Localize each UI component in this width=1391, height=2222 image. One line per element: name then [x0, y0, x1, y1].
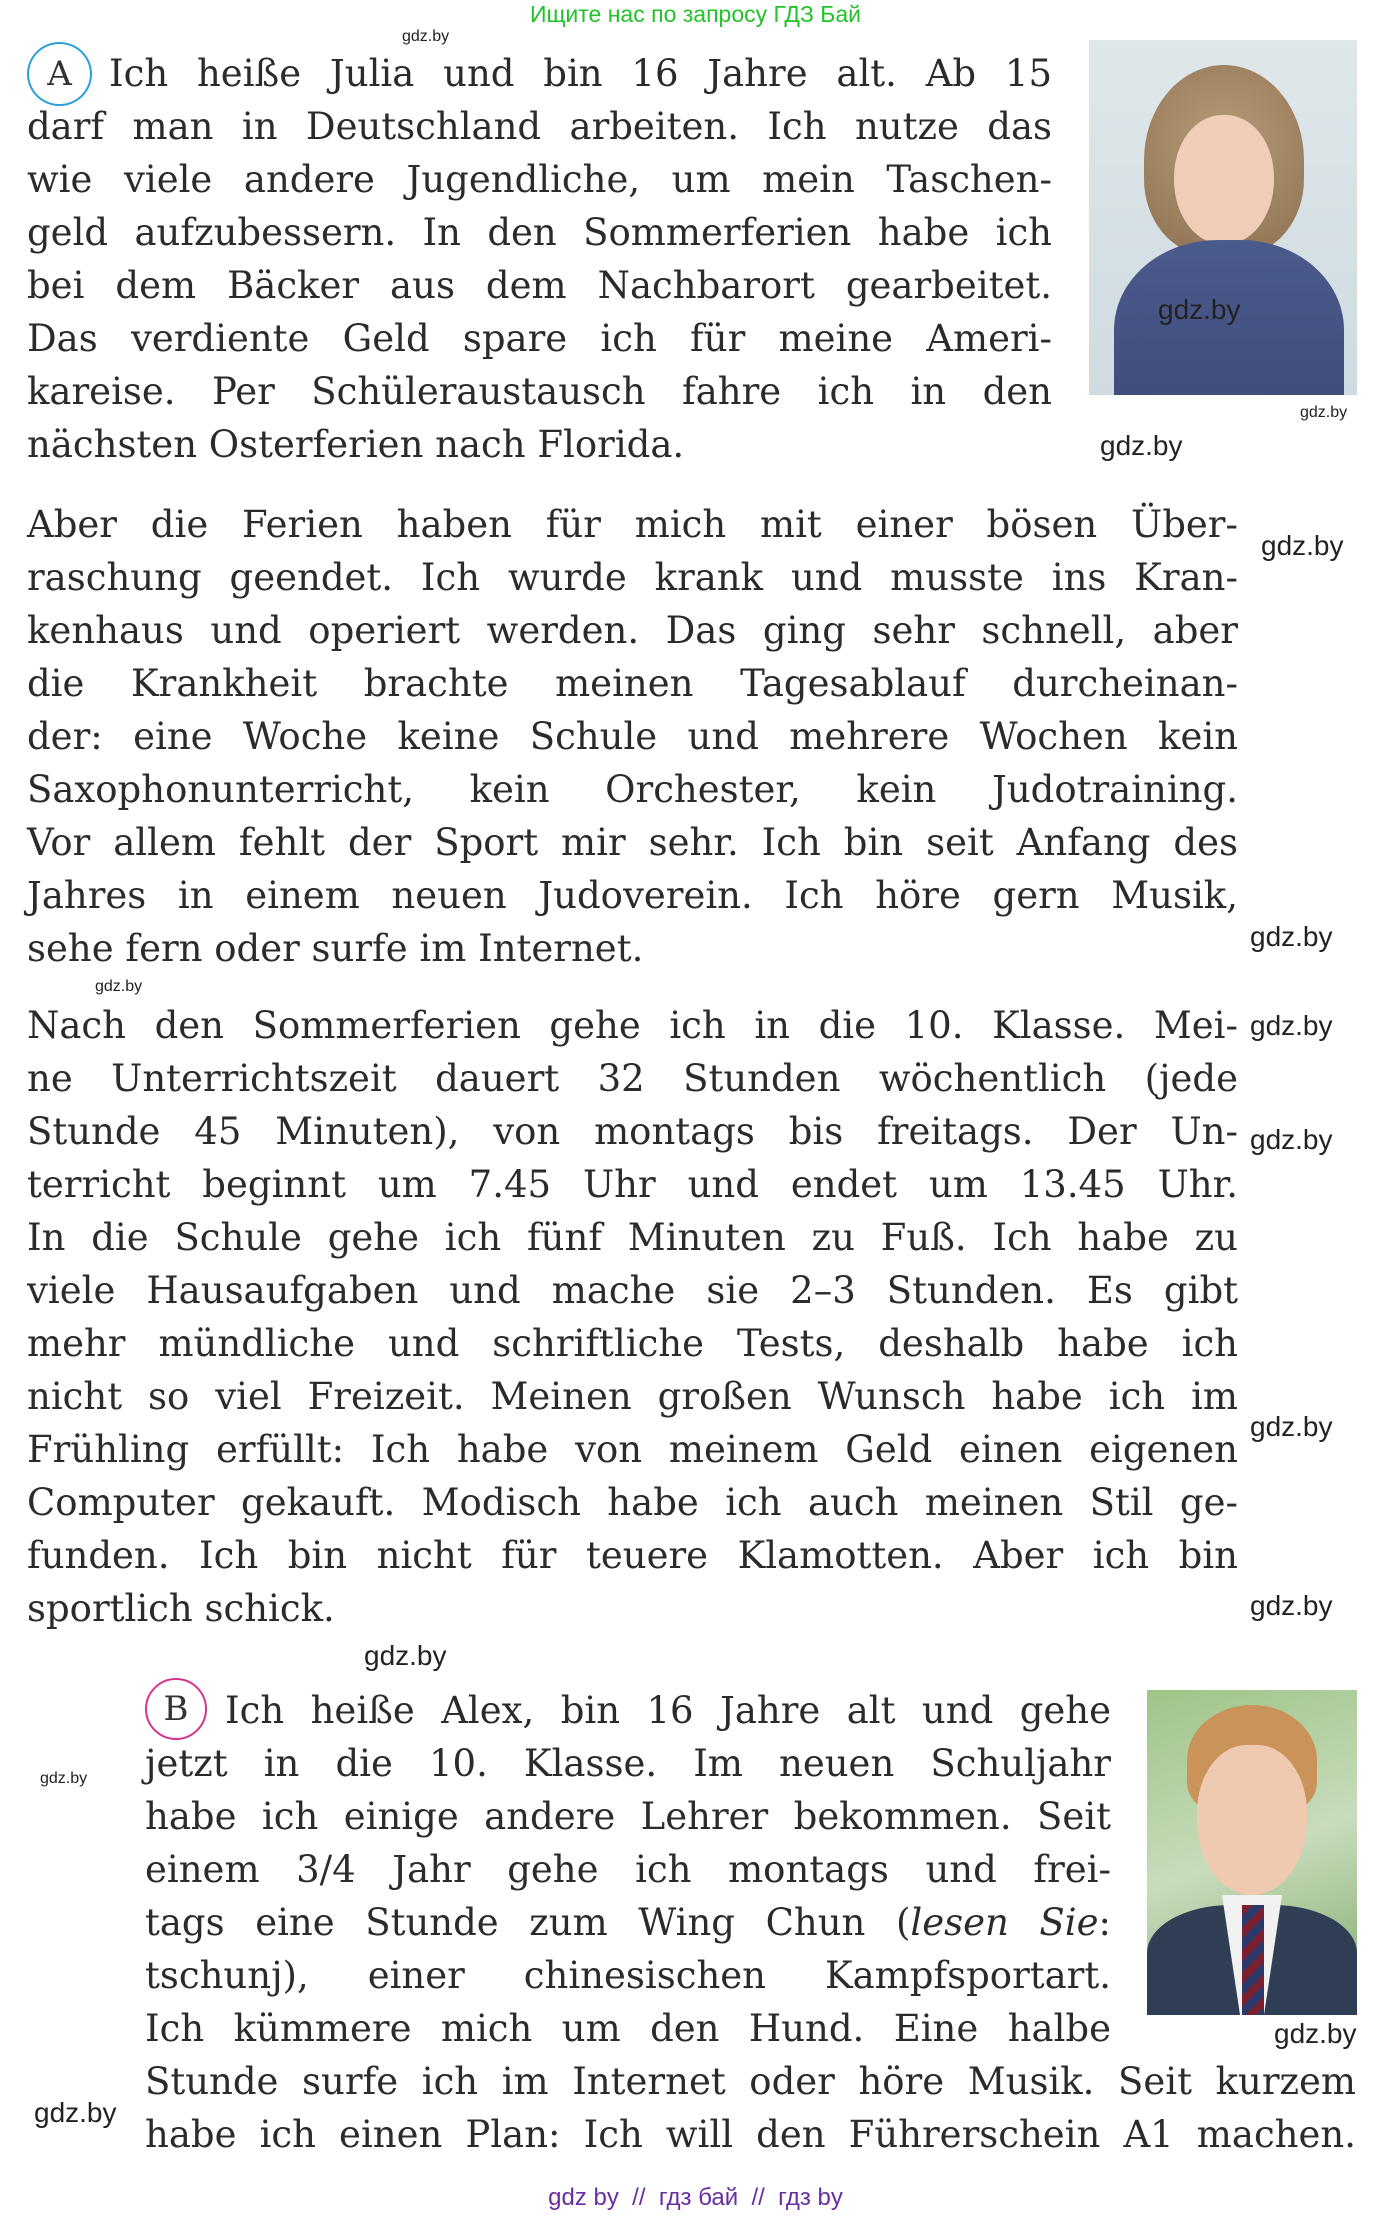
text-line: Nach den Sommerferien gehe ich in die 10. Klasse. Mei- [27, 1004, 1238, 1047]
watermark: gdz.by [1274, 2018, 1357, 2049]
text-line: ne Unterrichtszeit dauert 32 Stunden wöchentlich (jede [27, 1057, 1238, 1100]
text-line: terricht beginnt um 7.45 Uhr und endet um 13.45 Uhr. [27, 1163, 1238, 1206]
promo-banner[interactable]: Ищите нас по запросу ГДЗ Бай [529, 1, 862, 27]
text-line: sehe fern oder surfe im Internet. [27, 927, 644, 970]
text-line: Frühling erfüllt: Ich habe von meinem Geld einen eigenen [27, 1428, 1238, 1471]
text-line: bei dem Bäcker aus dem Nachbarort gearbeitet. [27, 264, 1052, 307]
watermark: gdz.by [1250, 1124, 1333, 1155]
text-line: jetzt in die 10. Klasse. Im neuen Schuljahr [145, 1742, 1111, 1785]
watermark: gdz.by [364, 1640, 447, 1671]
text-line: viele Hausaufgaben und mache sie 2–3 Stunden. Es gibt [27, 1269, 1238, 1312]
section-b-text [145, 1684, 1111, 2055]
text-line: kareise. Per Schüleraustausch fahre ich in den [27, 370, 1052, 413]
text-line: Stunde surfe ich im Internet oder höre Musik. Seit kurzem [145, 2060, 1356, 2103]
text-line: nächsten Osterferien nach Florida. [27, 423, 685, 466]
face [1197, 1745, 1307, 1895]
text-line: habe ich einen Plan: Ich will den Führerschein A1 machen. [145, 2113, 1356, 2156]
text-line: funden. Ich bin nicht für teuere Klamotten. Aber ich bin [27, 1534, 1238, 1577]
watermark: gdz.by [402, 28, 450, 45]
watermark: gdz.by [1250, 1010, 1333, 1041]
text-line: Vor allem fehlt der Sport mir sehr. Ich bin seit Anfang des [27, 821, 1238, 864]
section-a-intro [27, 47, 1052, 471]
text-line: raschung geendet. Ich wurde krank und musste ins Kran- [27, 556, 1238, 599]
watermark: gdz.by [1250, 1590, 1333, 1621]
text-line: habe ich einige andere Lehrer bekommen. Seit [145, 1795, 1111, 1838]
text-line: In die Schule gehe ich fünf Minuten zu Fuß. Ich habe zu [27, 1216, 1238, 1259]
watermark: gdz.by [1300, 404, 1348, 421]
text-line: Saxophonunterricht, kein Orchester, kein Judotraining. [27, 768, 1238, 811]
section-b-badge: B [145, 1678, 207, 1740]
text-line: einem 3/4 Jahr gehe ich montags und frei- [145, 1848, 1111, 1891]
text-line: die Krankheit brachte meinen Tagesablauf durcheinan- [27, 662, 1238, 705]
text-line: nicht so viel Freizeit. Meinen großen Wunsch habe ich im [27, 1375, 1238, 1418]
photo-julia [1089, 40, 1357, 395]
watermark: gdz.by [34, 2097, 117, 2128]
text-line: kenhaus und operiert werden. Das ging sehr schnell, aber [27, 609, 1238, 652]
text-line: wie viele andere Jugendliche, um mein Taschen- [27, 158, 1052, 201]
text-segment: : [1098, 1901, 1111, 1944]
text-line: Das verdiente Geld spare ich für meine Ameri- [27, 317, 1052, 360]
text-segment: tags eine Stunde zum Wing Chun ( [145, 1901, 911, 1944]
section-a-badge: A [27, 42, 92, 106]
footer-links[interactable]: gdz by // гдз бай // гдз by [548, 2184, 843, 2211]
text-line: darf man in Deutschland arbeiten. Ich nutze das [27, 105, 1052, 148]
text-line: der: eine Woche keine Schule und mehrere Wochen kein [27, 715, 1238, 758]
watermark: gdz.by [1261, 530, 1344, 561]
text-line: Aber die Ferien haben für mich mit einer bösen Über- [27, 503, 1238, 546]
watermark: gdz.by [1158, 294, 1241, 325]
text-line: Ich heiße Alex, bin 16 Jahre alt und gehe [225, 1689, 1111, 1732]
text-line: mehr mündliche und schriftliche Tests, deshalb habe ich [27, 1322, 1238, 1365]
text-line [145, 1896, 1111, 1949]
text-line: Jahres in einem neuen Judoverein. Ich höre gern Musik, [27, 874, 1238, 917]
section-b-text-wide [145, 2055, 1356, 2161]
photo-alex [1147, 1690, 1357, 2015]
face [1174, 115, 1274, 245]
tie [1242, 1905, 1264, 2015]
watermark: gdz.by [1250, 921, 1333, 952]
section-a-health [27, 498, 1238, 975]
watermark: gdz.by [95, 978, 143, 995]
watermark: gdz.by [40, 1770, 88, 1787]
text-line: Ich kümmere mich um den Hund. Eine halbe [145, 2007, 1111, 2050]
pronunciation-hint: lesen Sie [910, 1901, 1099, 1944]
text-line: geld aufzubessern. In den Sommerferien habe ich [27, 211, 1052, 254]
text-line: tschunj), einer chinesischen Kampfsportart. [145, 1954, 1111, 1997]
text-line: Computer gekauft. Modisch habe ich auch meinen Stil ge- [27, 1481, 1238, 1524]
text-line: Ich heiße Julia und bin 16 Jahre alt. Ab 15 [109, 52, 1052, 95]
watermark: gdz.by [1250, 1411, 1333, 1442]
watermark: gdz.by [1100, 430, 1183, 461]
section-a-school [27, 999, 1238, 1635]
text-line: sportlich schick. [27, 1587, 335, 1630]
text-line: Stunde 45 Minuten), von montags bis freitags. Der Un- [27, 1110, 1238, 1153]
